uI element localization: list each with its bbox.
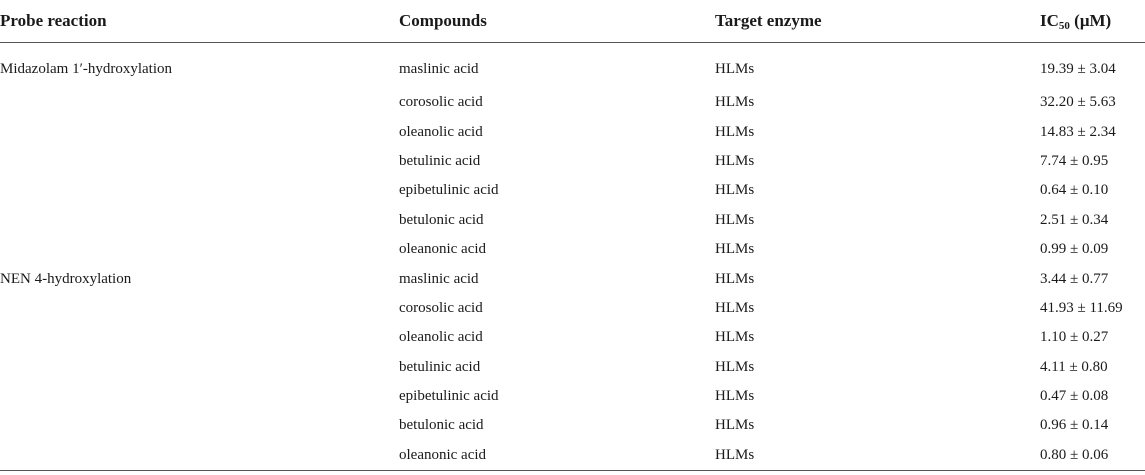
table-row xyxy=(0,294,1145,323)
table-body xyxy=(0,43,1145,471)
cell-compound: oleanonic acid xyxy=(399,241,487,258)
cell-compound: oleanonic acid xyxy=(399,441,715,471)
cell-ic50: 0.80 ± 0.06 xyxy=(1040,441,1145,471)
cell-ic50: 14.83 ± 2.34 xyxy=(1040,123,1116,140)
cell-probe-reaction xyxy=(0,382,399,411)
cell-probe-reaction xyxy=(0,441,399,471)
cell-ic50: 0.47 ± 0.08 xyxy=(1040,388,1109,405)
cell-probe-reaction xyxy=(0,323,399,352)
cell-compound: corosolic acid xyxy=(399,299,483,316)
cell-probe-reaction: NEN 4-hydroxylation xyxy=(0,270,132,287)
cell-target-enzyme: HLMs xyxy=(715,299,755,316)
cell-probe-reaction xyxy=(0,88,399,117)
cell-probe-reaction xyxy=(0,411,399,440)
table-row xyxy=(0,176,1145,205)
header-ic50-unit: (μM) xyxy=(1069,10,1112,30)
header-ic50-subscript: 50 xyxy=(1058,19,1070,32)
header-row xyxy=(0,0,1145,43)
header-target-enzyme: Target enzyme xyxy=(715,0,1040,43)
cell-ic50: 0.96 ± 0.14 xyxy=(1040,417,1109,434)
cell-compound: maslinic acid xyxy=(399,270,479,287)
table-row xyxy=(0,117,1145,146)
cell-probe-reaction xyxy=(0,176,399,205)
cell-ic50: 2.51 ± 0.34 xyxy=(1040,211,1109,228)
cell-target-enzyme: HLMs xyxy=(715,182,755,199)
table-row xyxy=(0,323,1145,352)
cell-target-enzyme: HLMs xyxy=(715,94,755,111)
cell-compound: betulonic acid xyxy=(399,211,484,228)
cell-compound: betulonic acid xyxy=(399,417,484,434)
cell-target-enzyme: HLMs xyxy=(715,61,755,77)
table-row xyxy=(0,353,1145,382)
header-probe-reaction: Probe reaction xyxy=(0,0,399,43)
cell-compound: maslinic acid xyxy=(399,61,479,77)
cell-ic50: 41.93 ± 11.69 xyxy=(1040,299,1123,316)
table-row xyxy=(0,264,1145,293)
header-ic50-prefix: IC xyxy=(1040,10,1059,30)
cell-ic50: 7.74 ± 0.95 xyxy=(1040,152,1109,169)
cell-target-enzyme: HLMs xyxy=(715,358,755,375)
table-row xyxy=(0,411,1145,440)
header-compounds: Compounds xyxy=(399,0,715,43)
cell-compound: oleanolic acid xyxy=(399,329,483,346)
cell-target-enzyme: HLMs xyxy=(715,123,755,140)
cell-ic50: 19.39 ± 3.04 xyxy=(1040,61,1116,77)
cell-target-enzyme: HLMs xyxy=(715,388,755,405)
cell-probe-reaction xyxy=(0,294,399,323)
cell-target-enzyme: HLMs xyxy=(715,152,755,169)
cell-target-enzyme: HLMs xyxy=(715,329,755,346)
cell-ic50: 3.44 ± 0.77 xyxy=(1040,270,1109,287)
cell-ic50: 0.64 ± 0.10 xyxy=(1040,182,1109,199)
cell-compound: oleanolic acid xyxy=(399,123,483,140)
cell-probe-reaction xyxy=(0,147,399,176)
cell-target-enzyme: HLMs xyxy=(715,417,755,434)
header-ic50 xyxy=(1040,0,1145,43)
cell-compound: epibetulinic acid xyxy=(399,388,499,405)
table-row xyxy=(0,147,1145,176)
cell-target-enzyme: HLMs xyxy=(715,270,755,287)
cell-ic50: 4.11 ± 0.80 xyxy=(1040,358,1108,375)
cell-compound: betulinic acid xyxy=(399,152,481,169)
cell-target-enzyme: HLMs xyxy=(715,441,1040,471)
table-row xyxy=(0,235,1145,264)
cell-ic50: 0.99 ± 0.09 xyxy=(1040,241,1109,258)
table-row xyxy=(0,88,1145,117)
cell-ic50: 1.10 ± 0.27 xyxy=(1040,329,1109,346)
cell-probe-reaction xyxy=(0,117,399,146)
table-row xyxy=(0,382,1145,411)
cell-target-enzyme: HLMs xyxy=(715,211,755,228)
cell-compound: corosolic acid xyxy=(399,94,483,111)
table-row xyxy=(0,43,1145,89)
cell-probe-reaction xyxy=(0,235,399,264)
table-row xyxy=(0,441,1145,471)
table-row xyxy=(0,206,1145,235)
cell-compound: betulinic acid xyxy=(399,358,481,375)
cell-probe-reaction: Midazolam 1′-hydroxylation xyxy=(0,61,172,77)
cell-probe-reaction xyxy=(0,353,399,382)
cell-ic50: 32.20 ± 5.63 xyxy=(1040,94,1116,111)
cell-compound: epibetulinic acid xyxy=(399,182,499,199)
cell-probe-reaction xyxy=(0,206,399,235)
cell-target-enzyme: HLMs xyxy=(715,241,755,258)
table-header xyxy=(0,0,1145,43)
